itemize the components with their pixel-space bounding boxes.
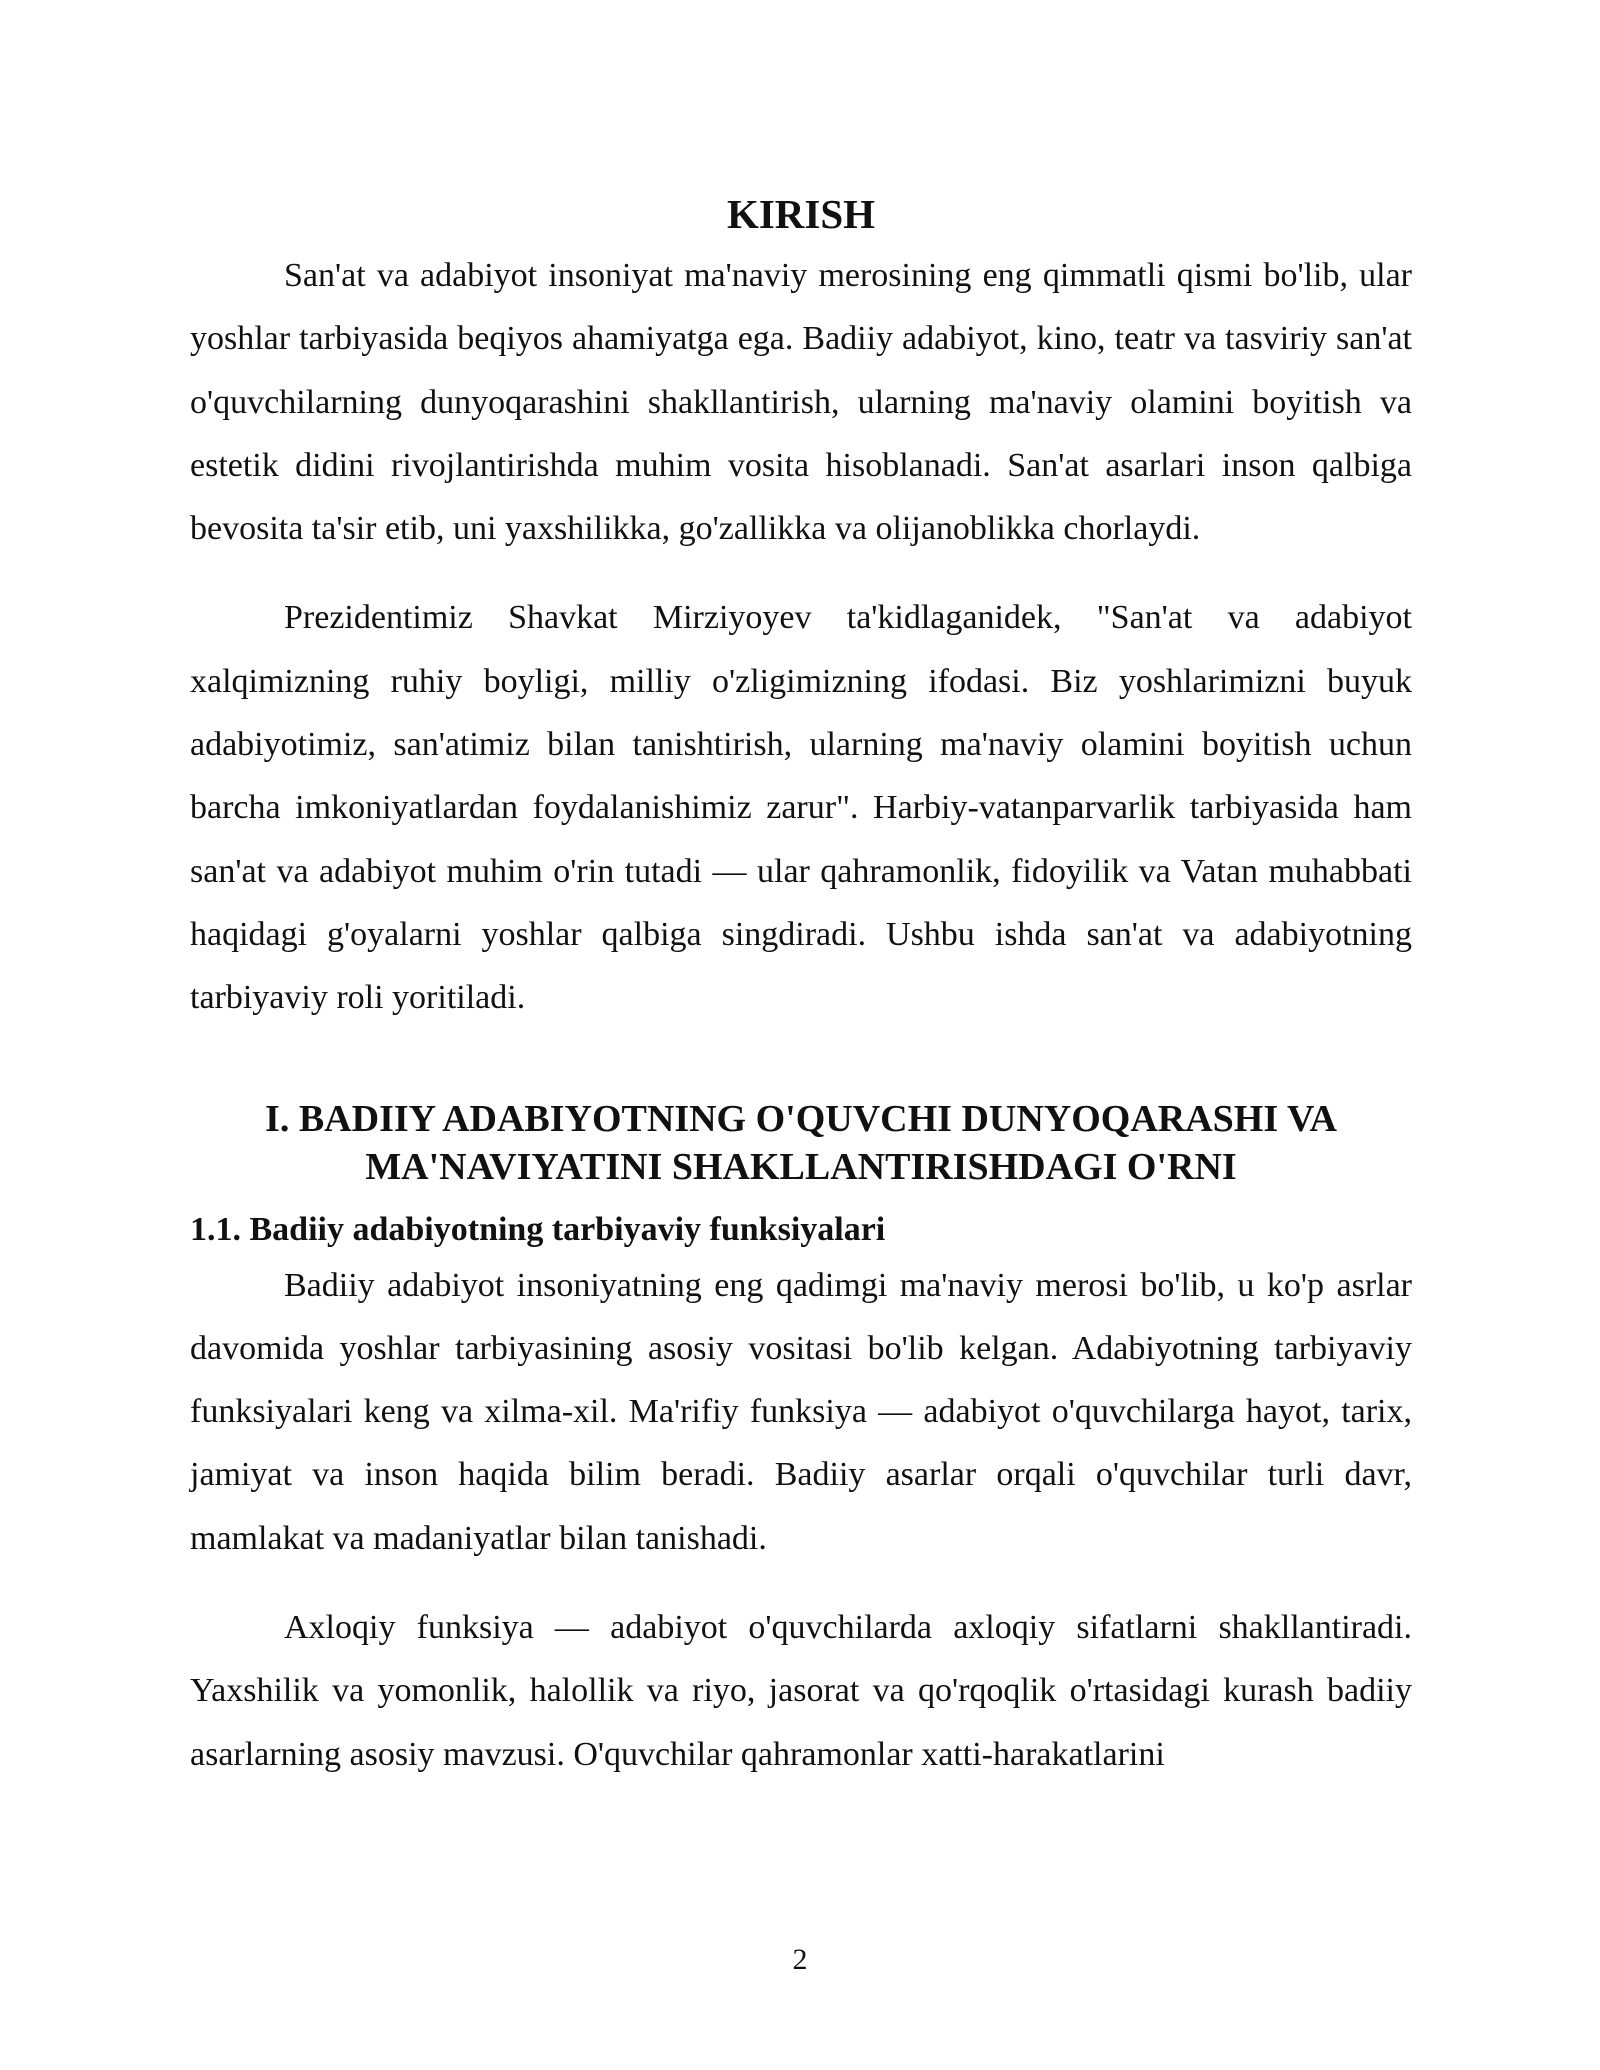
page-content	[190, 188, 1412, 1786]
section-paragraph-1: Badiiy adabiyot insoniyatning eng qadimgi ma'naviy merosi bo'lib, u ko'p asrlar davomida yoshlar tarbiyasining asosiy vositasi bo'lib kelgan. Adabiyotning tarbiyaviy funksiyalari keng va xilma-xil. Ma'rifiy funksiya — adabiyot o'quvchilarga hayot, tarix, jamiyat va inson haqida bilim beradi. Badiiy asarlar orqali o'quvchilar turli davr, mamlakat va madaniyatlar bilan tanishadi.	[190, 1266, 1412, 1557]
page-number: 2	[792, 1943, 808, 1976]
chapter-heading-line-1: I. BADIIY ADABIYOTNING O'QUVCHI DUNYOQARASHI VA	[265, 1097, 1337, 1140]
intro-paragraph-2: Prezidentimiz Shavkat Mirziyoyev ta'kidlaganidek, "San'at va adabiyot xalqimizning ruhiy boyligi, milliy o'zligimizning ifodasi. Biz yoshlarimizni buyuk adabiyotimiz, san'atimiz bilan tanishtirish, ularning ma'naviy olamini boyitish uchun barcha imkoniyatlardan foydalanishimiz zarur". Harbiy-vatanparvarlik tarbiyasida ham san'at va adabiyot muhim o'rin tutadi — ular qahramonlik, fidoyilik va Vatan muhabbati haqidagi g'oyalarni yoshlar qalbiga singdiradi. Ushbu ishda san'at va adabiyotning tarbiyaviy roli yoritiladi.	[190, 599, 1412, 1017]
chapter-heading-line-2: MA'NAVIYATINI SHAKLLANTIRISHDAGI O'RNI	[365, 1145, 1237, 1188]
section-heading: 1.1. Badiiy adabiyotning tarbiyaviy funksiyalari	[190, 1210, 886, 1248]
page-title: KIRISH	[726, 191, 876, 237]
chapter-heading	[190, 1095, 1412, 1191]
section-paragraph-2: Axloqiy funksiya — adabiyot o'quvchilarda axloqiy sifatlarni shakllantiradi. Yaxshilik va yomonlik, halollik va riyo, jasorat va qo'rqoqlik o'rtasidagi kurash badiiy asarlarning asosiy mavzusi. O'quvchilar qahramonlar xatti-harakatlarini	[190, 1609, 1412, 1773]
intro-paragraph-1: San'at va adabiyot insoniyat ma'naviy merosining eng qimmatli qismi bo'lib, ular yoshlar tarbiyasida beqiyos ahamiyatga ega. Badiiy adabiyot, kino, teatr va tasviriy san'at o'quvchilarning dunyoqarashini shakllantirish, ularning ma'naviy olamini boyitish va estetik didini rivojlantirishda muhim vosita hisoblanadi. San'at asarlari inson qalbiga bevosita ta'sir etib, uni yaxshilikka, go'zallikka va olijanoblikka chorlaydi.	[190, 257, 1412, 548]
